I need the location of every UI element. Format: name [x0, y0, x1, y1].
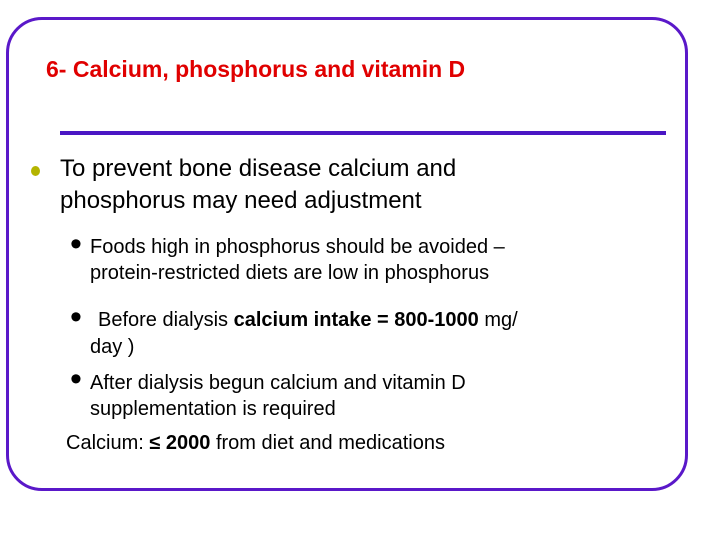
- sub-bullet-2-line-1: [98, 308, 518, 333]
- sub-bullet-icon: •: [70, 225, 82, 263]
- calcium-note-prefix: Calcium:: [66, 432, 150, 454]
- sub-bullet-2-line-2: day ): [90, 336, 135, 358]
- sub-bullet-1-line-2: protein-restricted diets are low in phosphorus: [90, 262, 490, 284]
- sub-bullet-2-prefix: Before dialysis: [98, 309, 234, 331]
- main-bullet-text: [60, 153, 456, 217]
- calcium-intake-value: calcium intake = 800-1000: [233, 309, 479, 331]
- sub-bullet-3-line-1: After dialysis begun calcium and vitamin D: [90, 372, 466, 394]
- calcium-limit-value: ≤ 2000: [149, 432, 211, 454]
- main-bullet-line-1: To prevent bone disease calcium and: [60, 155, 457, 182]
- sub-bullet-1-line-1: Foods high in phosphorus should be avoided –: [90, 236, 505, 258]
- main-bullet-icon: [31, 166, 40, 176]
- calcium-note-suffix: from diet and medications: [210, 432, 445, 454]
- calcium-note: [66, 431, 445, 456]
- title-divider: [60, 131, 666, 135]
- main-bullet-line-2: phosphorus may need adjustment: [60, 187, 422, 214]
- slide-title: 6- Calcium, phosphorus and vitamin D: [46, 56, 466, 82]
- sub-bullet-icon: •: [70, 360, 82, 398]
- sub-bullet-3-line-2: supplementation is required: [90, 398, 336, 420]
- sub-bullet-icon: •: [70, 298, 82, 336]
- sub-bullet-2-suffix: mg/: [478, 309, 518, 331]
